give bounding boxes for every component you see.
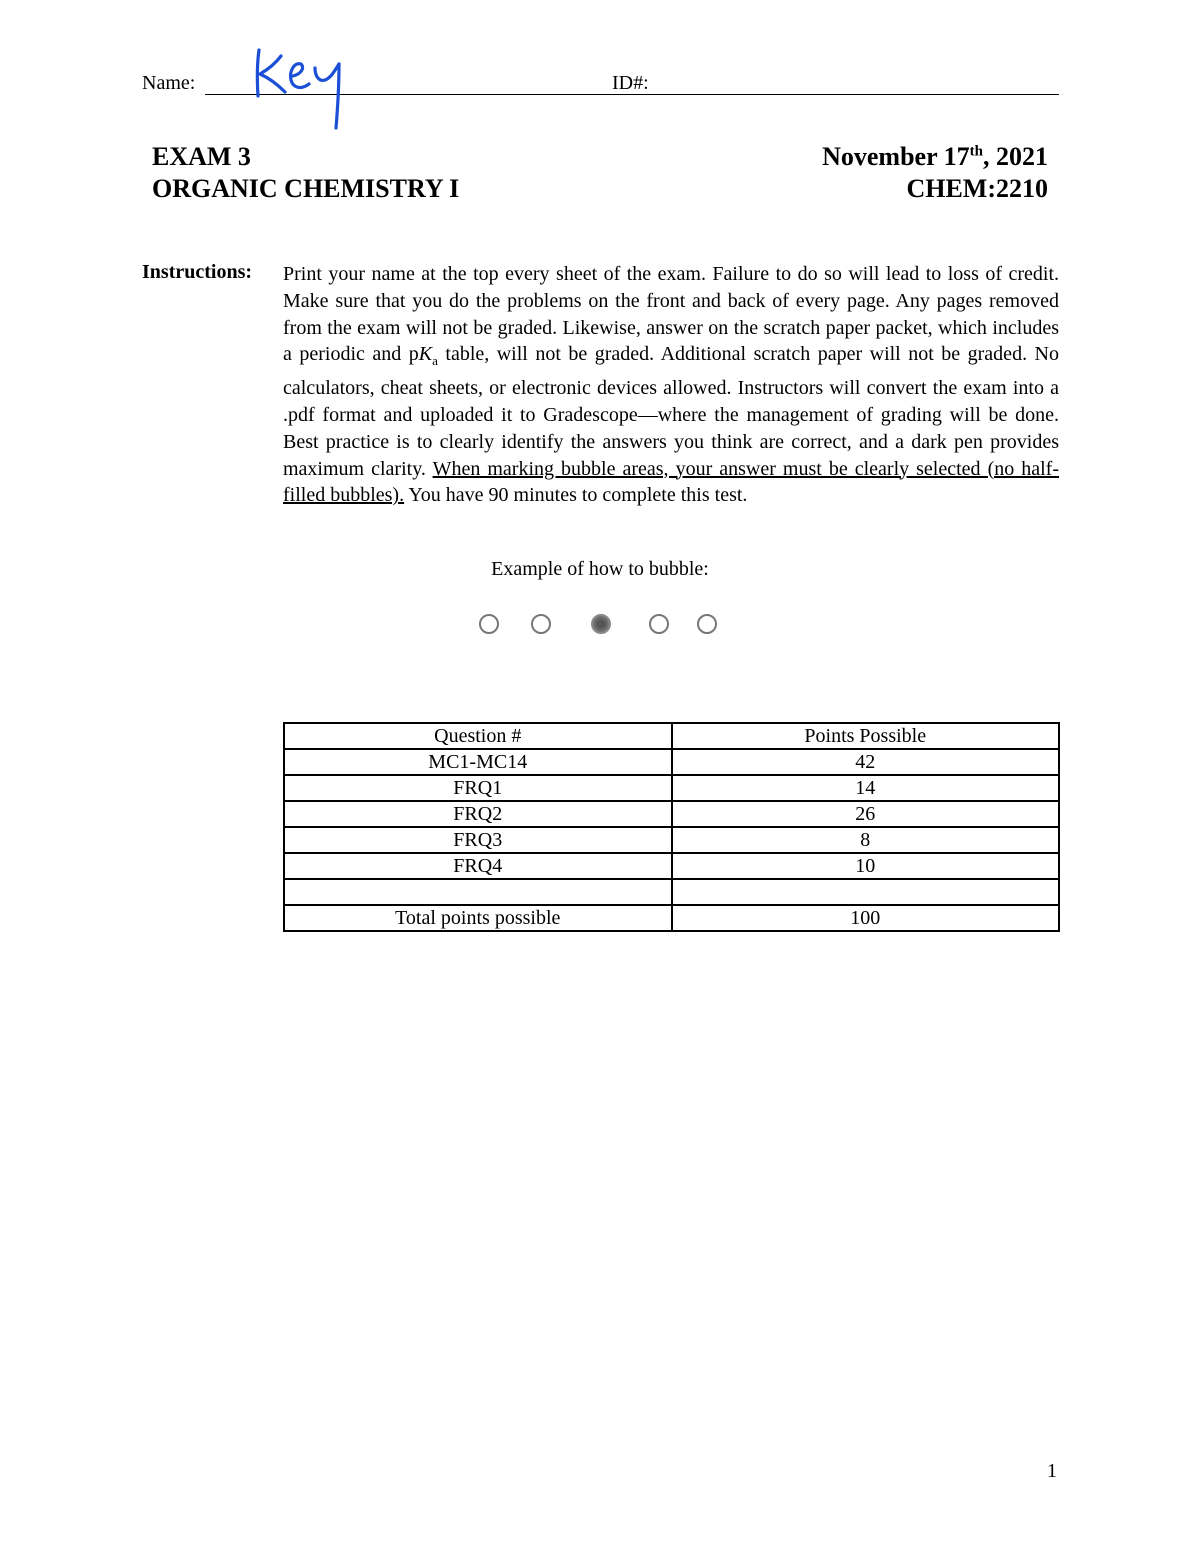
table-header: Points Possible <box>672 723 1060 749</box>
table-header: Question # <box>284 723 672 749</box>
table-header-row <box>284 723 1059 749</box>
table-cell: 42 <box>672 749 1060 775</box>
table-cell: FRQ2 <box>284 801 672 827</box>
bubble-icon <box>531 614 551 634</box>
points-table <box>283 722 1060 932</box>
exam-title: EXAM 3 <box>152 142 251 171</box>
table-cell: Total points possible <box>284 905 672 931</box>
table-row <box>284 801 1059 827</box>
handwritten-key-signature <box>245 44 355 134</box>
table-cell: FRQ3 <box>284 827 672 853</box>
table-row <box>284 827 1059 853</box>
table-total-row <box>284 905 1059 931</box>
table-row <box>284 879 1059 905</box>
bubble-example <box>476 614 726 642</box>
table-cell: 26 <box>672 801 1060 827</box>
bubble-warning: When marking bubble areas, your answer must be clearly selected (no half-filled bubbles). <box>283 457 1059 507</box>
course-code: CHEM:2210 <box>906 174 1048 203</box>
table-row <box>284 749 1059 775</box>
page-number: 1 <box>1047 1460 1057 1482</box>
bubble-filled-icon <box>591 614 611 634</box>
table-cell: FRQ1 <box>284 775 672 801</box>
table-row <box>284 775 1059 801</box>
table-cell: 10 <box>672 853 1060 879</box>
table-cell: 14 <box>672 775 1060 801</box>
id-label: ID#: <box>612 72 649 94</box>
table-cell: MC1-MC14 <box>284 749 672 775</box>
table-cell: FRQ4 <box>284 853 672 879</box>
name-label: Name: <box>142 72 196 94</box>
course-title: ORGANIC CHEMISTRY I <box>152 174 460 203</box>
instructions-label: Instructions: <box>142 261 253 283</box>
table-cell <box>284 879 672 905</box>
bubble-icon <box>697 614 717 634</box>
table-cell <box>672 879 1060 905</box>
bubble-icon <box>649 614 669 634</box>
exam-date: November 17th, 2021 <box>822 142 1048 171</box>
instructions-text: Print your name at the top every sheet of the exam. Failure to do so will lead to loss of credit. Make sure that you do the problems on the front and back of every page. Any pages removed from the exam will not be graded. Likewise, answer on the scratch paper packet, which includes a periodic and $pK_a$ table, will not be graded. Additional scratch paper will not be graded. No calculators, cheat sheets, or electronic devices allowed. Instructors will convert the exam into a .pdf format and uploaded it to Gradescope—where the management of grading will be done. Best practice is to clearly identify the answers you think are correct, and a dark pen provides maximum clarity. When marking bubble areas, your answer must be clearly selected (no half-filled bubbles). You have 90 minutes to complete this test. <box>283 263 1059 507</box>
table-cell: 100 <box>672 905 1060 931</box>
id-field-line[interactable] <box>664 94 1059 95</box>
table-cell: 8 <box>672 827 1060 853</box>
table-row <box>284 853 1059 879</box>
bubble-example-label: Example of how to bubble: <box>491 558 709 580</box>
bubble-icon <box>479 614 499 634</box>
